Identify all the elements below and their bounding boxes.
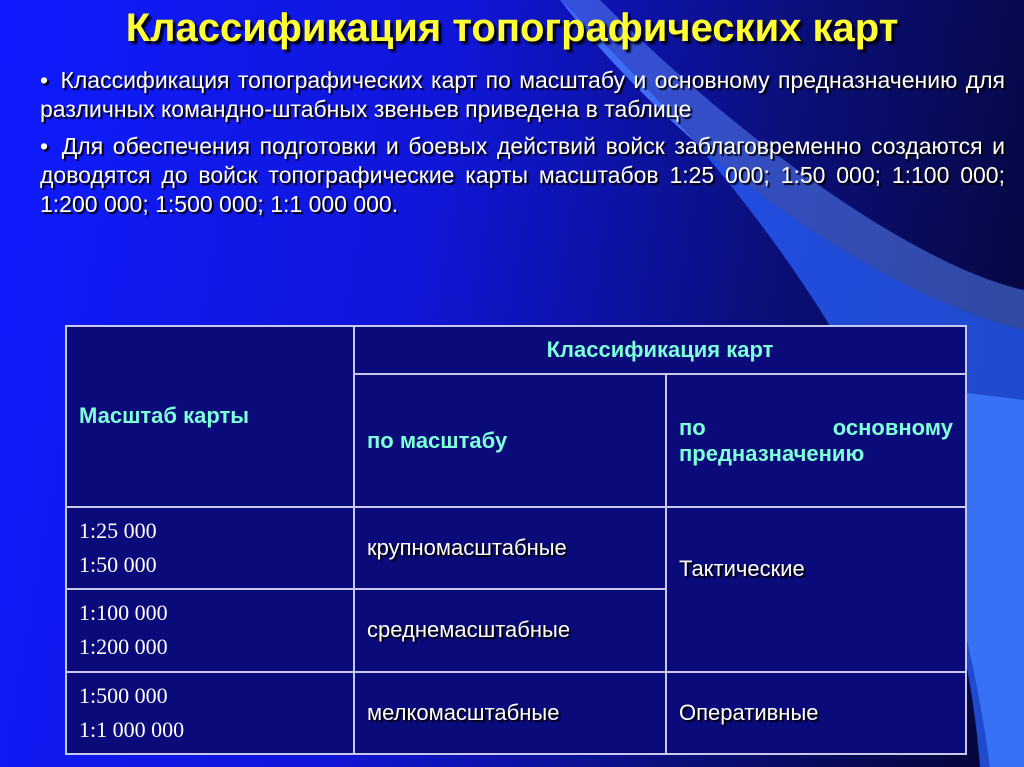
scale-value: 1:50 000 (79, 552, 157, 578)
purpose-tactical-cell: Тактические (666, 507, 966, 672)
scale-value: 1:1 000 000 (79, 716, 185, 742)
bullet-marker: • (40, 67, 49, 93)
bullet-list (40, 66, 1005, 227)
header-by-scale: по масштабу (354, 374, 666, 507)
bullet-text: Для обеспечения подготовки и боевых действий войск заблаговременно создаются и доводятся до войск топографические карты масштабов 1:25 000; 1:50 000; 1:100 000; 1:200 000; 1:500 000; 1:1 000 000. (40, 133, 1006, 217)
scale-cell (66, 672, 354, 754)
table-row (66, 507, 966, 589)
header-scale: Масштаб карты (66, 326, 354, 507)
header-by-purpose-word-3: предназначению (679, 440, 865, 466)
bullet-text: Классификация топографических карт по масштабу и основному предназначению для различных командно-штабных звеньев приведена в таблице (40, 67, 1006, 122)
table-row (66, 672, 966, 754)
header-by-purpose (666, 374, 966, 507)
header-classification: Классификация карт (354, 326, 966, 374)
header-by-purpose-word-2: основному (832, 414, 953, 440)
scale-value: 1:200 000 (79, 634, 168, 660)
by-scale-cell: мелкомасштабные (354, 672, 666, 754)
bullet-item-1 (40, 66, 1005, 124)
scale-cell (66, 589, 354, 671)
header-by-purpose-word-1: по (679, 414, 706, 440)
by-scale-cell: среднемасштабные (354, 589, 666, 671)
bullet-marker: • (40, 133, 49, 159)
scale-value: 1:500 000 (79, 682, 168, 708)
scale-value: 1:100 000 (79, 600, 168, 626)
by-scale-cell: крупномасштабные (354, 507, 666, 589)
scale-value: 1:25 000 (79, 518, 157, 544)
classification-table (65, 325, 967, 755)
purpose-operational-cell: Оперативные (666, 672, 966, 754)
scale-cell (66, 507, 354, 589)
page-title: Классификация топографических карт (125, 6, 899, 50)
bullet-item-2 (40, 132, 1005, 219)
